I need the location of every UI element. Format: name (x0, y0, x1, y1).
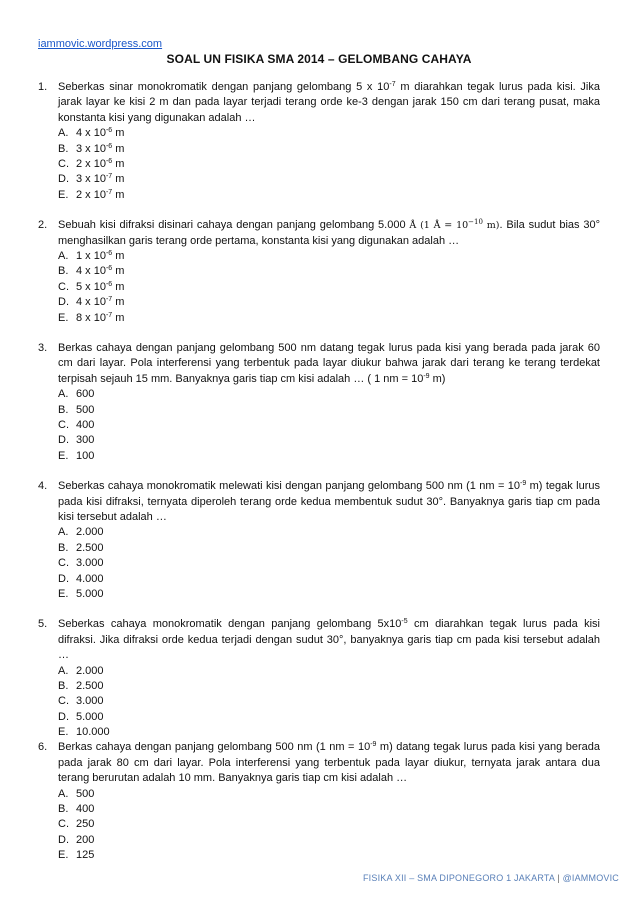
question-text: Seberkas sinar monokromatik dengan panjang gelombang 5 x $10^{-7}$ m diarahkan tegak lurus pada kisi. Jika jarak layar ke kisi 2 m dan pada layar terjadi terang orde ke-3 dengan jarak 150 cm dari terang pusat, maka konstanta kisi yang digunakan adalah … (58, 81, 600, 124)
footer-separator: | (557, 873, 560, 883)
option-e: E. 2 x $10^{-7}$ m (58, 188, 125, 201)
option-b: B. 400 (58, 803, 95, 816)
option-list (58, 249, 600, 326)
page-footer (363, 873, 619, 883)
option-d: D. 200 (58, 833, 95, 846)
option-b: B. 2.500 (58, 541, 104, 554)
option-b: B. 4 x $10^{-6}$ m (58, 265, 125, 278)
footer-handle: @IAMMOVIC (562, 873, 619, 883)
option-a: A. 2.000 (58, 664, 104, 677)
question-text: Sebuah kisi difraksi disinari cahaya dengan panjang gelombang 5.000 Å (1 Å = $10^{-10}$ m). Bila sudut bias 30° menghasilkan garis terang orde pertama, konstanta kisi yang digunakan adalah … (58, 218, 600, 247)
question-number: 5. (38, 618, 48, 631)
question-4 (38, 479, 600, 602)
option-b: B. 3 x $10^{-6}$ m (58, 142, 125, 155)
option-c: C. 5 x $10^{-6}$ m (58, 280, 125, 293)
question-number: 1. (38, 81, 48, 93)
option-list (58, 387, 600, 464)
question-2 (38, 218, 600, 326)
question-number: 2. (38, 219, 48, 232)
question-1 (38, 80, 600, 203)
option-d: D. 5.000 (58, 710, 104, 723)
option-c: C. 2 x $10^{-6}$ m (58, 158, 125, 170)
footer-school: FISIKA XII – SMA DIPONEGORO 1 JAKARTA (362, 873, 555, 883)
option-c: C. 250 (58, 818, 95, 831)
document-title: SOAL UN FISIKA SMA 2014 – GELOMBANG CAHAYA (166, 52, 472, 66)
question-number: 3. (38, 341, 48, 354)
question-text: Seberkas cahaya monokromatik melewati kisi dengan panjang gelombang 500 nm (1 nm = $10^{-9}$ m) tegak lurus pada kisi difraksi, ternyata diperoleh terang orde kedua membentuk sudut 30°. Banyaknya garis tiap cm pada kisi tersebut adalah … (58, 480, 600, 523)
question-list (38, 80, 600, 864)
site-link[interactable]: iammovic.wordpress.com (38, 38, 163, 50)
question-3 (38, 341, 600, 464)
option-list (58, 664, 600, 741)
option-list (58, 787, 600, 864)
question-text: Seberkas cahaya monokromatik dengan panjang gelombang $5x10^{-5}$ cm diarahkan tegak lurus pada kisi difraksi. Jika difraksi orde kedua terjadi dengan sudut 30°, banyaknya garis tiap cm pada kisi tersebut adalah … (58, 618, 600, 662)
question-5 (38, 617, 600, 740)
option-e: E. 125 (58, 849, 95, 862)
option-a: A. 1 x $10^{-6}$ m (58, 249, 125, 262)
option-e: E. 5.000 (58, 587, 104, 600)
option-b: B. 500 (58, 403, 95, 416)
option-e: E. 10.000 (58, 726, 110, 739)
question-number: 6. (38, 741, 48, 754)
question-6 (38, 740, 600, 863)
option-d: D. 4.000 (58, 572, 104, 585)
question-text: Berkas cahaya dengan panjang gelombang 500 nm (1 nm = $10^{-9}$ m) datang tegak lurus pada kisi yang berada pada jarak 80 cm dari layar. Pola interferensi yang terbentuk pada layar diukur, ternyata jarak antara dua terang berurutan adalah 10 mm. Banyaknya garis tiap cm kisi adalah … (58, 741, 600, 785)
option-c: C. 400 (58, 418, 95, 431)
option-e: E. 8 x $10^{-7}$ m (58, 311, 125, 324)
option-list (58, 525, 600, 602)
option-d: D. 300 (58, 434, 95, 447)
option-list (58, 126, 600, 203)
angstrom-formula: Å (1 Å = $10^{-10}$ m) (409, 218, 500, 232)
option-c: C. 3.000 (58, 695, 104, 708)
option-c: C. 3.000 (58, 557, 104, 570)
question-text: Berkas cahaya dengan panjang gelombang 500 nm datang tegak lurus pada kisi yang berada pada jarak 60 cm dari layar. Pola interferensi yang terbentuk pada layar diukur bahwa jarak dari terang ke terang terdekat terpisah sejauh 15 mm. Banyaknya garis tiap cm kisi adalah … ( 1 nm = $10^{-9}$ m) (58, 341, 600, 385)
option-b: B. 2.500 (58, 679, 104, 692)
option-a: A. 600 (58, 388, 95, 401)
option-a: A. 4 x $10^{-6}$ m (58, 127, 125, 140)
option-e: E. 100 (58, 449, 95, 462)
option-d: D. 3 x $10^{-7}$ m (58, 173, 125, 186)
option-a: A. 2.000 (58, 526, 104, 539)
option-d: D. 4 x $10^{-7}$ m (58, 296, 125, 309)
question-number: 4. (38, 480, 48, 493)
option-a: A. 500 (58, 787, 95, 800)
